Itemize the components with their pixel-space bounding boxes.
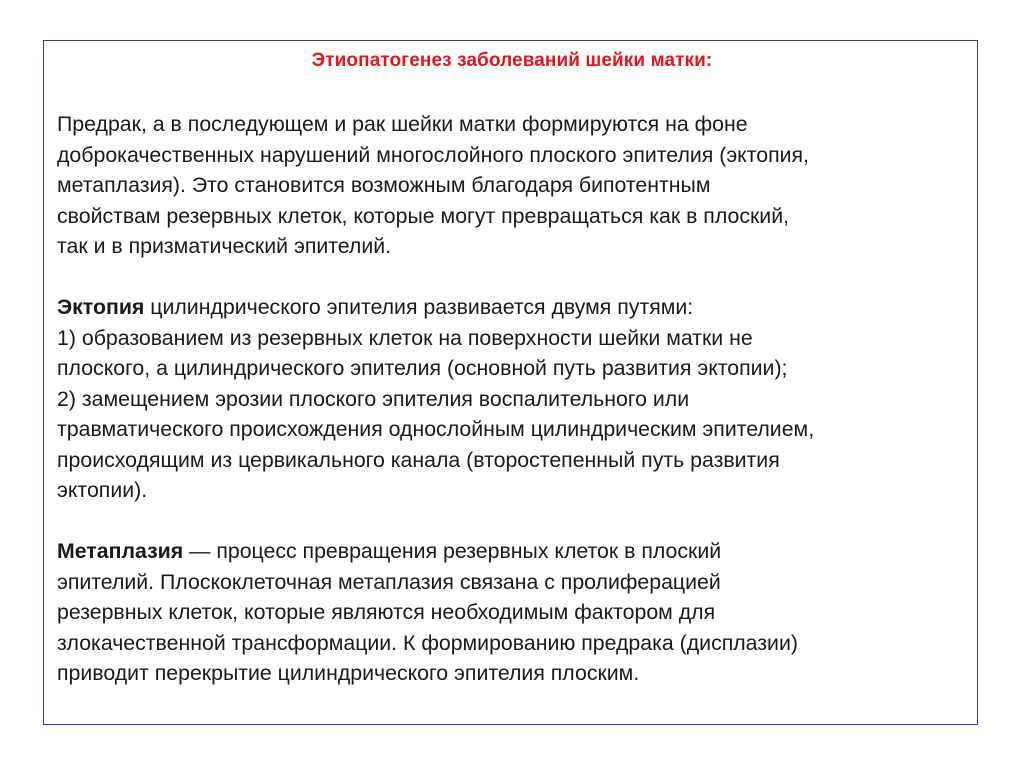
metaplasia-paragraph <box>57 536 962 689</box>
ectopia-term: Эктопия <box>57 295 145 319</box>
ectopia-first-line-text: цилиндрического эпителия развивается двумя путями: <box>144 295 694 319</box>
ectopia-line: 1) образованием из резервных клеток на поверхности шейки матки не <box>57 325 753 350</box>
ectopia-line: плоского, а цилиндрического эпителия (основной путь развития эктопии); <box>57 356 788 380</box>
intro-line: метаплазия). Это становится возможным благодаря бипотентным <box>57 173 711 197</box>
metaplasia-line: приводит перекрытие цилиндрического эпителия плоским. <box>57 661 640 685</box>
slide-body <box>57 109 962 689</box>
intro-paragraph <box>57 109 962 262</box>
slide-title: Этиопатогенез заболеваний шейки матки: <box>311 50 713 71</box>
ectopia-paragraph <box>57 292 962 506</box>
intro-line: Предрак, а в последующем и рак шейки матки формируются на фоне <box>57 112 748 136</box>
paragraph-spacer <box>57 262 962 293</box>
paragraph-spacer <box>57 506 962 537</box>
metaplasia-line: злокачественной трансформации. К формированию предрака (дисплазии) <box>57 630 798 655</box>
metaplasia-line: эпителий. Плоскоклеточная метаплазия связана с пролиферацией <box>57 569 721 594</box>
metaplasia-line: резервных клеток, которые являются необходимым фактором для <box>57 600 716 624</box>
ectopia-line: эктопии). <box>57 478 148 502</box>
metaplasia-term: Метаплазия <box>57 539 184 563</box>
metaplasia-first-line-text: — процесс превращения резервных клеток в плоский <box>183 539 722 563</box>
ectopia-line: травматического происхождения однослойным цилиндрическим эпителием, <box>57 417 815 441</box>
ectopia-first-line <box>57 292 962 323</box>
ectopia-line: происходящим из цервикального канала (второстепенный путь развития <box>57 447 780 472</box>
intro-line: так и в призматический эпителий. <box>57 234 392 258</box>
ectopia-line: 2) замещением эрозии плоского эпителия воспалительного или <box>57 386 690 411</box>
intro-line: доброкачественных нарушений многослойного плоского эпителия (эктопия, <box>57 142 809 167</box>
metaplasia-first-line <box>57 536 962 567</box>
intro-line: свойствам резервных клеток, которые могут превращаться как в плоский, <box>57 203 790 228</box>
